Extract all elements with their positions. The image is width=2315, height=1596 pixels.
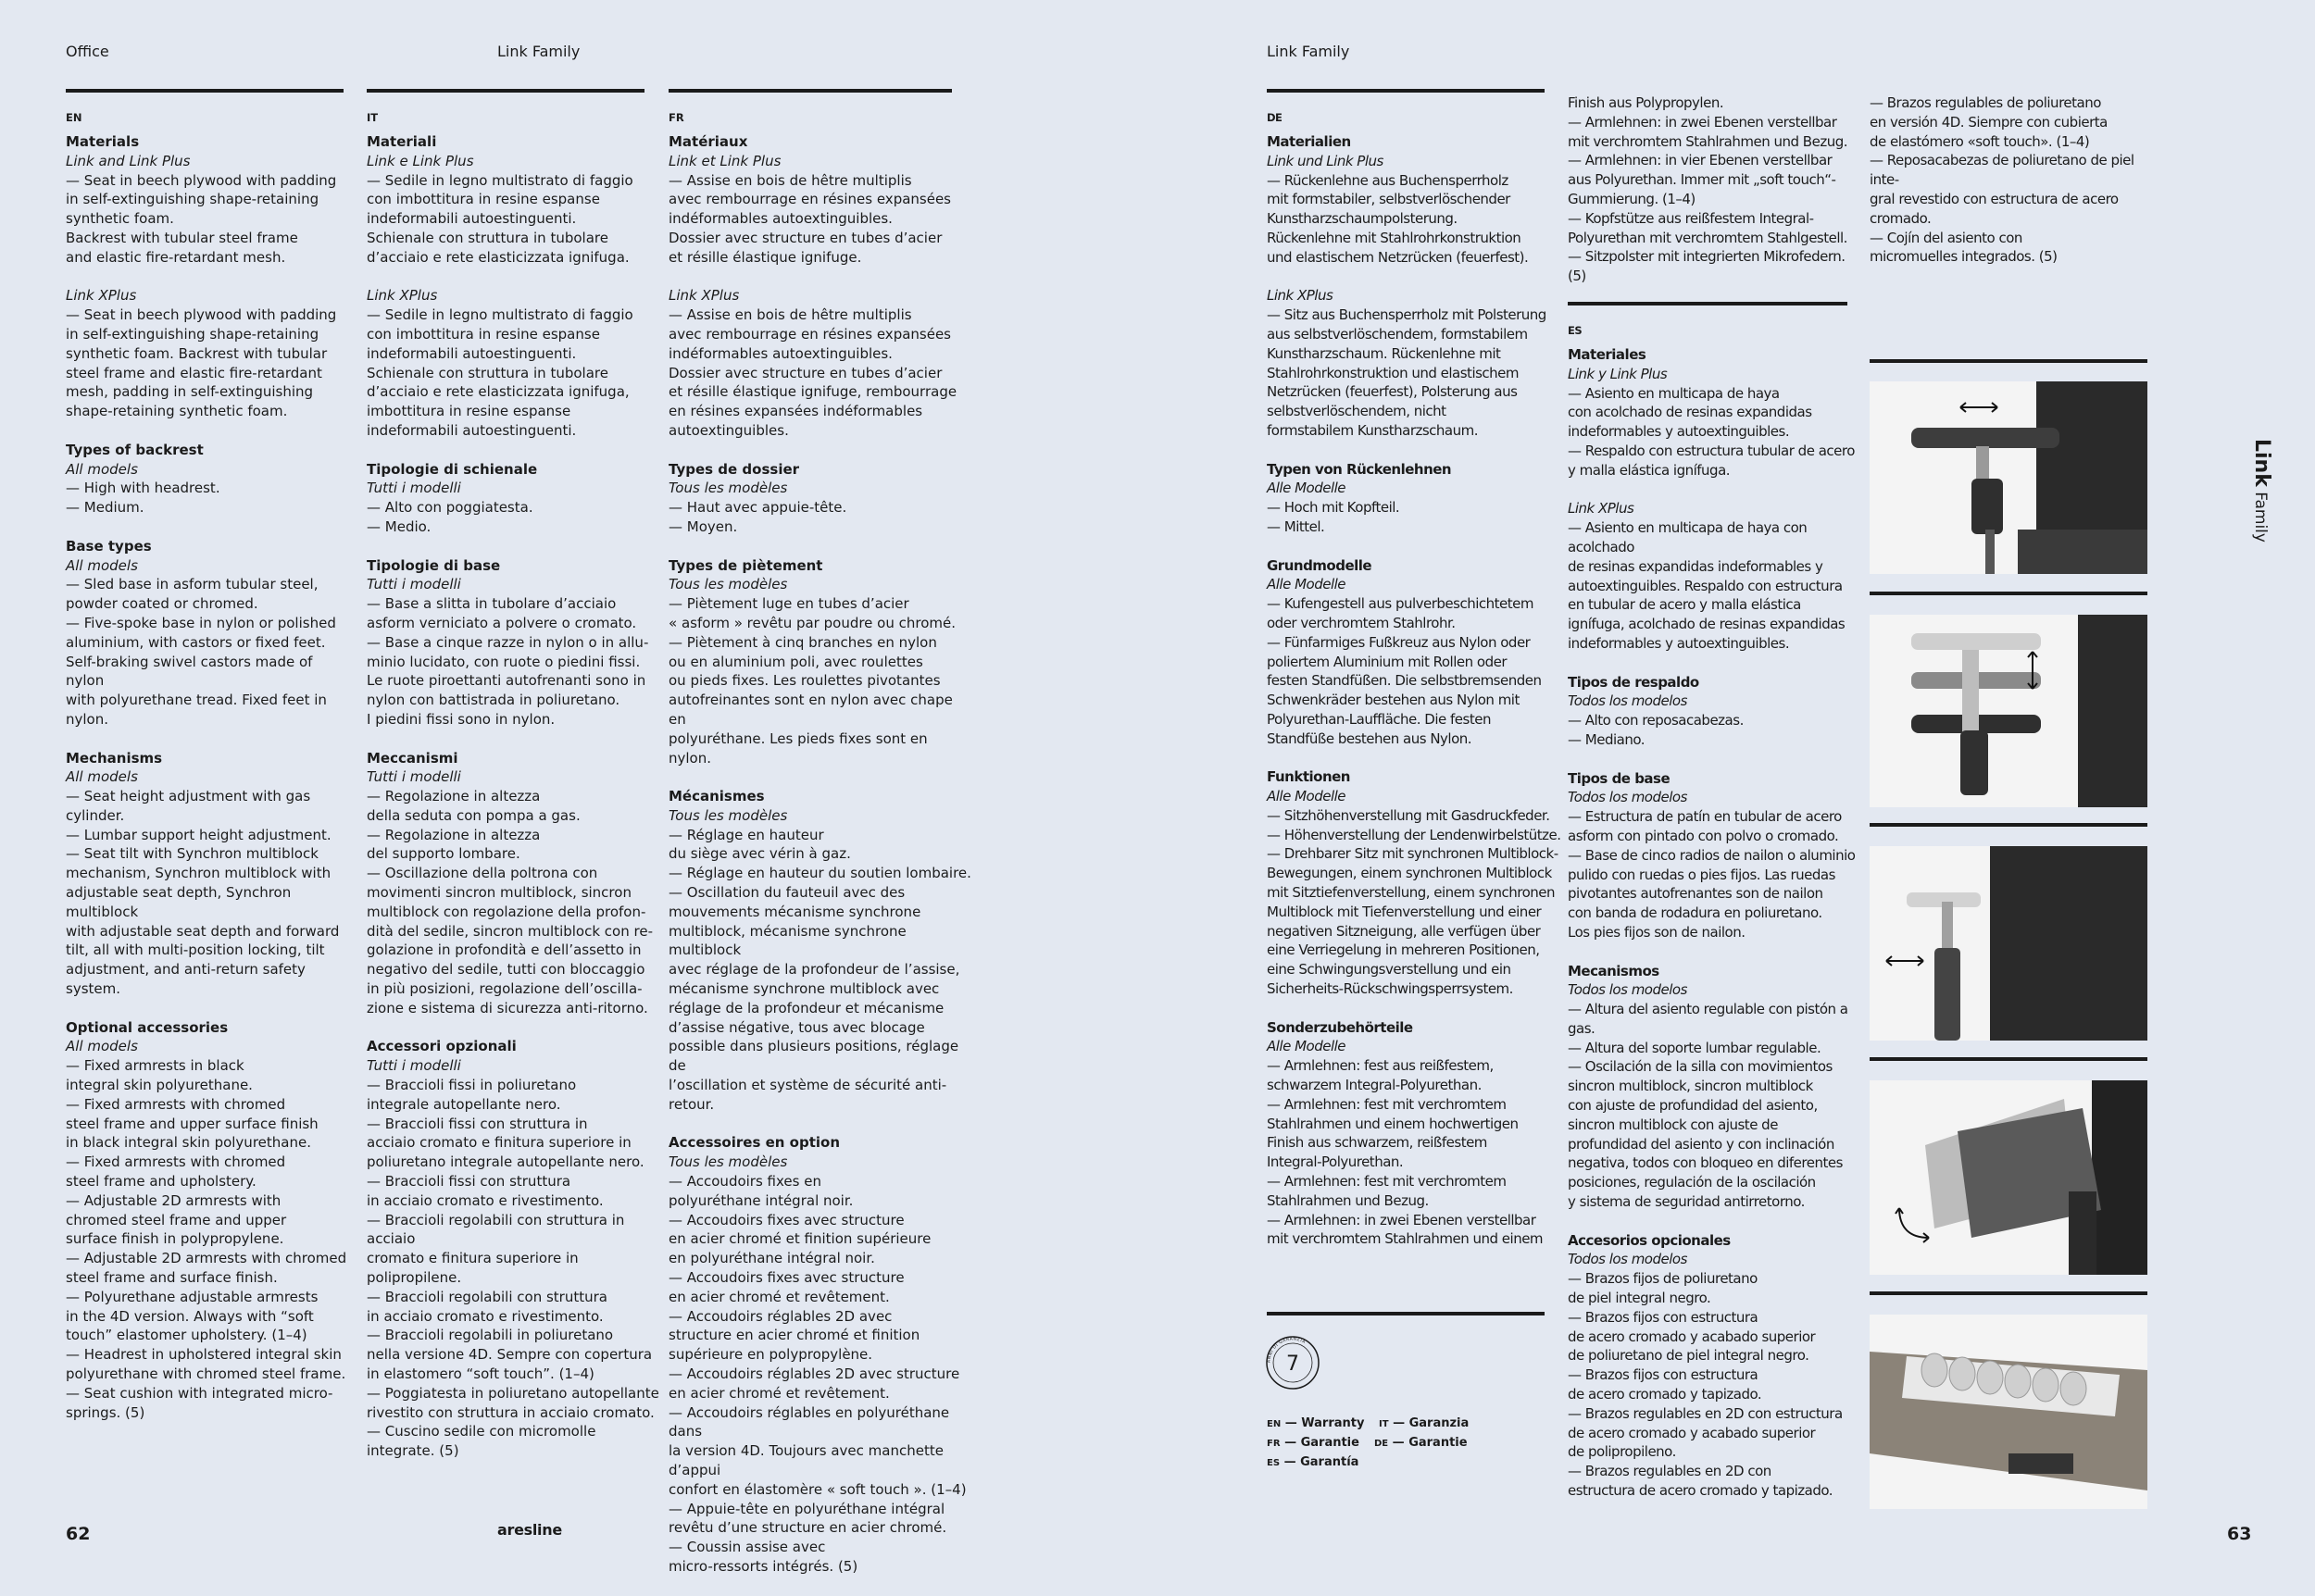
section-text: — Piètement luge en tubes d’acier « asform » revêtu par poudre ou chromé. — Piètement à cinq branches en nylon ou en aluminium poli, avec roulettes ou pieds fixes. Les roulettes pivotantes autofreinantes sont en nylon avec chape en polyuréthane. Les pieds fixes sont en nylon.: [669, 595, 957, 767]
photo-armrest-height: [1870, 615, 2147, 807]
warranty-it: IT — Garanzia: [1379, 1416, 1470, 1430]
spec-section: [66, 132, 353, 268]
section-subheading: Alle Modelle: [1267, 480, 1346, 497]
section-text: — Seat height adjustment with gas cylinder. — Lumbar support height adjustment. — Seat tilt with Synchron multiblock mechanism, Synchron multiblock with adjustable seat depth, Synchron multiblock with adjustable seat depth and forward tilt, all with multi-position locking, tilt adjustment, and anti-return safety system.: [66, 788, 340, 998]
rotate-arrow-icon: [1894, 1203, 1934, 1243]
spec-section: [669, 132, 974, 268]
warranty-rule: [1267, 1312, 1545, 1315]
section-subheading: Link XPlus: [367, 287, 438, 305]
warranty-de: DE — Garantie: [1374, 1436, 1468, 1450]
spec-section: [669, 460, 974, 537]
section-text: — Kufengestell aus pulverbeschichtetem oder verchromtem Stahlrohr. — Fünfarmiges Fußkreuz aus Nylon oder poliertem Aluminium mit Rollen oder festen Standfüßen. Die selbstbremsenden Schwenkräder bestehen aus Nylon mit Polyurethan-Lauffläche. Die festen Standfüße bestehen aus Nylon.: [1267, 595, 1542, 747]
language-code: DE: [1267, 111, 1283, 124]
section-heading: Typen von Rückenlehnen: [1267, 460, 1452, 478]
section-subheading: Link XPlus: [66, 287, 137, 305]
spec-section: [66, 286, 353, 421]
section-text: — Asiento en multicapa de haya con acolchado de resinas expandidas indeformables y autoextinguibles. — Respaldo con estructura tubular de acero y malla elástica ignífuga.: [1568, 384, 1855, 479]
spec-section: [1568, 499, 1864, 653]
section-text: — Assise en bois de hêtre multiplis avec rembourrage en résines expansées indéformables autoextinguibles. Dossier avec structure en tubes d’acier et résille élastique ignifuge.: [669, 171, 951, 266]
side-title: Link Family: [2250, 439, 2273, 542]
section-text: — Armlehnen: fest aus reißfestem, schwarzem Integral-Polyurethan. — Armlehnen: fest mit verchromtem Stahlrahmen und einem hochwertigen Finish aus schwarzem, reißfestem Integral-Polyurethan. — Armlehnen: fest mit verchromtem Stahlrahmen und Bezug. — Armlehnen: in zwei Ebenen verstellbar mit verchromtem Stahlrahmen und einem: [1267, 1057, 1544, 1248]
photo-rule: [1870, 1291, 2147, 1295]
section-subheading: Tutti i modelli: [367, 480, 461, 497]
spec-section: [367, 556, 663, 729]
text-block: Finish aus Polypropylen. — Armlehnen: in zwei Ebenen verstellbar mit verchromtem Stahlrahmen und Bezug. — Armlehnen: in vier Ebenen verstellbar aus Polyurethan. Immer mit „soft touch“- Gummierung. (1–4) — Kopfstütze aus reißfestem Integral- Polyurethan mit verchromtem Stahlgestell. — Sitzpolster mit integrierten Mikrofedern. (5): [1568, 94, 1847, 285]
column-rule: [1568, 302, 1847, 305]
section-text: — Haut avec appuie-tête. — Moyen.: [669, 499, 847, 535]
section-subheading: Tutti i modelli: [367, 768, 461, 786]
family-title-left: Link Family: [497, 43, 581, 60]
svg-text:ANNI DI GARANZIA: ANNI DI GARANZIA: [1267, 1337, 1307, 1364]
spec-section: [367, 749, 663, 1018]
section-text: — Fixed armrests in black integral skin polyurethane. — Fixed armrests with chromed steel frame and upper surface finish in black integral skin polyurethane. — Fixed armrests with chromed steel frame and upholstery. — Adjustable 2D armrests with chromed steel frame and upper surface finish in polypropylene. — Adjustable 2D armrests with chromed steel frame and surface finish. — Polyurethane adjustable armrests in the 4D version. Always with “soft touch” elastomer upholstery. (1–4) — Headrest in upholstered integral skin polyurethane with chromed steel frame. — Seat cushion with integrated micro- springs. (5): [66, 1057, 347, 1421]
section-subheading: Alle Modelle: [1267, 576, 1346, 593]
section-text: — Hoch mit Kopfteil. — Mittel.: [1267, 499, 1400, 535]
section-subheading: Link und Link Plus: [1267, 152, 1383, 169]
column-rule: [669, 89, 952, 93]
warranty-badge: [1265, 1335, 1320, 1390]
spec-section: [669, 286, 974, 440]
column-rule: [66, 89, 344, 93]
photo-rule: [1870, 359, 2147, 363]
section-text: — Estructura de patín en tubular de acero asform con pintado con polvo o cromado. — Base de cinco radios de nailon o aluminio pulido con ruedas o pies fijos. Las ruedas pivotantes autofrenantes son de nailon con banda de rodadura en poliuretano. Los pies fijos son de nailon.: [1568, 808, 1856, 941]
section-heading: Tipos de respaldo: [1568, 673, 1699, 691]
language-code: EN: [66, 111, 82, 124]
section-text: — Seat in beech plywood with padding in self-extinguishing shape-retaining synthetic foam. Backrest with tubular steel frame and elastic fire-retardant mesh, padding in self-extinguishing shape-retaining synthetic foam.: [66, 306, 337, 420]
section-heading: Accessori opzionali: [367, 1038, 517, 1055]
section-subheading: Tutti i modelli: [367, 1057, 461, 1075]
section-label: Office: [66, 43, 109, 60]
column-de: [1267, 111, 1563, 1268]
section-heading: Sonderzubehörteile: [1267, 1018, 1413, 1036]
section-text: — Sedile in legno multistrato di faggio con imbottitura in resine espanse indeformabili autoestinguenti. Schienale con struttura in tubolare d’acciaio e rete elasticizzata ignifuga.: [367, 171, 633, 266]
section-heading: Mechanisms: [66, 749, 163, 767]
section-heading: Types de dossier: [669, 460, 800, 478]
section-heading: Funktionen: [1267, 768, 1350, 786]
section-heading: Meccanismi: [367, 749, 458, 767]
section-heading: Materials: [66, 133, 140, 150]
section-heading: Accessoires en option: [669, 1134, 841, 1152]
spec-section: [1568, 673, 1864, 750]
section-text: — Braccioli fissi in poliuretano integrale autopellante nero. — Braccioli fissi con struttura in acciaio cromato e finitura superiore in poliuretano integrale autopellante nero. — Braccioli fissi con struttura in acciaio cromato e rivestimento. — Braccioli regolabili con struttura in acciaio cromato e finitura superiore in polipropilene. — Braccioli regolabili con struttura in acciaio cromato e rivestimento. — Braccioli regolabili in poliuretano nella versione 4D. Sempre con copertura in elastomero “soft touch”. (1–4) — Poggiatesta in poliuretano autopellante rivestito con struttura in acciaio cromato. — Cuscino sedile con micromolle integrate. (5): [367, 1077, 659, 1460]
page-number-left: 62: [66, 1524, 91, 1544]
section-text: — Alto con reposacabezas. — Mediano.: [1568, 712, 1744, 748]
section-heading: Matériaux: [669, 133, 748, 150]
language-code: FR: [669, 111, 684, 124]
section-subheading: Tutti i modelli: [367, 576, 461, 593]
section-subheading: Link and Link Plus: [66, 152, 191, 169]
spec-section: [1267, 460, 1563, 537]
section-text: — Accoudoirs fixes en polyuréthane intégral noir. — Accoudoirs fixes avec structure en acier chromé et finition supérieure en polyuréthane intégral noir. — Accoudoirs fixes avec structure en acier chromé et revêtement. — Accoudoirs réglables 2D avec structure en acier chromé et finition supérieure en polypropylène. — Accoudoirs réglables 2D avec structure en acier chromé et revêtement. — Accoudoirs réglables en polyuréthane dans la version 4D. Toujours avec manchette d’appui confort en élastomère « soft touch ». (1–4) — Appuie-tête en polyuréthane intégral revêtu d’une structure en acier chromé. — Coussin assise avec micro-ressorts intégrés. (5): [669, 1173, 967, 1575]
column-es: [1568, 324, 1864, 1520]
section-heading: Materiali: [367, 133, 437, 150]
section-heading: Optional accessories: [66, 1018, 229, 1036]
section-subheading: All models: [66, 1038, 138, 1055]
column-de-continued: [1568, 94, 1864, 286]
column-es-continued: [1870, 94, 2166, 267]
vertical-arrow-icon: [2025, 650, 2040, 691]
section-heading: Tipologie di base: [367, 556, 501, 574]
page-number-right: 63: [2227, 1524, 2252, 1544]
section-text: — Asiento en multicapa de haya con acolchado de resinas expandidas indeformables y autoextinguibles. Respaldo con estructura en tubular de acero y malla elástica ignífuga, acolchado de resinas expandidas indeformables y autoextinguibles.: [1568, 519, 1846, 652]
section-heading: Tipologie di schienale: [367, 460, 538, 478]
brand-logo: aresline: [497, 1521, 562, 1539]
section-subheading: Todos los modelos: [1568, 981, 1687, 999]
section-subheading: Alle Modelle: [1267, 1038, 1346, 1055]
svg-text:7: 7: [1286, 1353, 1299, 1376]
spec-section: [1568, 962, 1864, 1212]
section-subheading: Link et Link Plus: [669, 152, 782, 169]
section-subheading: All models: [66, 460, 138, 478]
section-text: — Sedile in legno multistrato di faggio con imbottitura in resine espanse indeformabili autoestinguenti. Schienale con struttura in tubolare d’acciaio e rete elasticizzata ignifuga, imbottitura in resine espanse indeformabili autoestinguenti.: [367, 306, 633, 439]
column-rule: [1267, 89, 1545, 93]
section-text: — Sitzhöhenverstellung mit Gasdruckfeder. — Höhenverstellung der Lendenwirbelstütze. — Drehbarer Sitz mit synchronen Multiblock- Bewegungen, einem synchronen Multiblock mit Sitztiefenverstellung, einem synchronen Multiblock mit Tiefenverstellung und einer negativen Sitzneigung, alle verfügen über eine Verriegelung in mehreren Positionen, eine Schwingungsverstellung und ein Sicherheits-Rückschwingsperrsystem.: [1267, 806, 1561, 998]
spec-section: [669, 787, 974, 1115]
spec-section: [367, 1037, 663, 1461]
spec-section: [1267, 1018, 1563, 1250]
spec-section: [669, 1133, 974, 1576]
warranty-en: EN — Warranty: [1267, 1416, 1365, 1430]
section-heading: Grundmodelle: [1267, 556, 1372, 574]
photo-armrest-rotate: [1870, 1080, 2147, 1275]
section-subheading: All models: [66, 768, 138, 786]
section-subheading: Link e Link Plus: [367, 152, 474, 169]
photo-seat-springs: [1870, 1315, 2147, 1509]
horizontal-arrow-icon: [1958, 400, 1999, 415]
section-subheading: Link y Link Plus: [1568, 365, 1668, 382]
spec-section: [66, 537, 353, 729]
section-heading: Types de piètement: [669, 556, 823, 574]
section-subheading: Todos los modelos: [1568, 1251, 1687, 1268]
warranty-es: ES — Garantía: [1267, 1455, 1359, 1469]
spec-section: [1267, 132, 1563, 268]
section-subheading: Tous les modèles: [669, 576, 788, 593]
family-title-right: Link Family: [1267, 43, 1350, 60]
section-text: — Sled base in asform tubular steel, powder coated or chromed. — Five-spoke base in nylon or polished aluminium, with castors or fixed feet. Self-braking swivel castors made of nylon with polyurethane tread. Fixed feet in nylon.: [66, 576, 336, 728]
section-subheading: Tous les modèles: [669, 806, 788, 824]
spec-section: [1568, 769, 1864, 942]
section-subheading: Tous les modèles: [669, 1153, 788, 1171]
spec-section: [66, 749, 353, 999]
photo-rule: [1870, 823, 2147, 827]
section-subheading: Alle Modelle: [1267, 788, 1346, 805]
section-text: — Sitz aus Buchensperrholz mit Polsterung aus selbstverlöschendem, formstabilem Kunstharzschaum. Rückenlehne mit Stahlrohrkonstruktion und elastischem Netzrücken (feuerfest), Polsterung aus selbstverlöschendem, nicht formstabilem Kunstharzschaum.: [1267, 306, 1546, 439]
section-subheading: Todos los modelos: [1568, 692, 1687, 710]
spec-section: [367, 286, 663, 440]
section-text: — Alto con poggiatesta. — Medio.: [367, 499, 533, 535]
horizontal-arrow-icon: [1884, 954, 1925, 968]
spec-section: [367, 132, 663, 268]
section-text: — Base a slitta in tubolare d’acciaio asform verniciato a polvere o cromato. — Base a cinque razze in nylon o in allu- minio lucidato, con ruote o piedini fissi. Le ruote piroettanti autofrenanti sono in nylon con battistrada in poliuretano. I piedini fissi sono in nylon.: [367, 595, 649, 728]
section-text: — High with headrest. — Medium.: [66, 480, 220, 517]
photo-rule: [1870, 592, 2147, 595]
section-subheading: Link XPlus: [1267, 287, 1333, 305]
spec-section: [1267, 556, 1563, 749]
section-heading: Materialien: [1267, 133, 1351, 150]
section-text: — Seat in beech plywood with padding in self-extinguishing shape-retaining synthetic foam. Backrest with tubular steel frame and elastic fire-retardant mesh.: [66, 171, 337, 266]
section-heading: Mécanismes: [669, 788, 765, 805]
spec-section: [1267, 767, 1563, 999]
column-rule: [367, 89, 644, 93]
section-text: — Réglage en hauteur du siège avec vérin à gaz. — Réglage en hauteur du soutien lombaire. — Oscillation du fauteuil avec des mouvements mécanisme synchrone multiblock, mécanisme synchrone multiblock avec réglage de la profondeur de l’assise, mécanisme synchrone multiblock avec réglage de la profondeur et mécanisme d’assise négative, tous avec blocage possible dans plusieurs positions, réglage de l’oscillation et système de sécurité anti-retour.: [669, 826, 971, 1113]
section-subheading: Tous les modèles: [669, 480, 788, 497]
section-heading: Base types: [66, 537, 152, 555]
text-block: — Brazos regulables de poliuretano en versión 4D. Siempre con cubierta de elastómero «soft touch». (1–4) — Reposacabezas de poliuretano de piel inte- gral revestido con estructura de acero cromado. — Cojín del asiento con micromuelles integrados. (5): [1870, 94, 2134, 266]
section-subheading: All models: [66, 556, 138, 574]
spec-section: [367, 460, 663, 537]
section-text: — Rückenlehne aus Buchensperrholz mit formstabiler, selbstverlöschender Kunstharzschaumpolsterung. Rückenlehne mit Stahlrohrkonstruktion und elastischem Netzrücken (feuerfest).: [1267, 171, 1529, 266]
spec-section: [669, 556, 974, 768]
section-text: — Brazos fijos de poliuretano de piel integral negro. — Brazos fijos con estructura de acero cromado y acabado superior de poliuretano de piel integral negro. — Brazos fijos con estructura de acero cromado y tapizado. — Brazos regulables en 2D con estructura de acero cromado y acabado superior de polipropileno. — Brazos regulables en 2D con estructura de acero cromado y tapizado.: [1568, 1270, 1843, 1500]
section-subheading: Todos los modelos: [1568, 789, 1687, 806]
column-it: [367, 111, 663, 1480]
column-en: [66, 111, 353, 1441]
photo-armrest-slide: [1870, 381, 2147, 574]
photo-armrest-depth: [1870, 846, 2147, 1041]
warranty-fr: FR — Garantie: [1267, 1436, 1359, 1450]
spec-section: [1568, 1231, 1864, 1501]
section-heading: Materiales: [1568, 346, 1646, 363]
section-heading: Accesorios opcionales: [1568, 1231, 1731, 1249]
section-subheading: Link XPlus: [669, 287, 740, 305]
language-code: ES: [1568, 324, 1583, 337]
section-text: — Assise en bois de hêtre multiplis avec rembourrage en résines expansées indéformables autoextinguibles. Dossier avec structure en tubes d’acier et résille élastique ignifuge, rembourrage en résines expansées indéformables autoextinguibles.: [669, 306, 957, 439]
section-heading: Mecanismos: [1568, 962, 1659, 979]
spec-section: [66, 441, 353, 517]
spec-section: [1267, 286, 1563, 440]
section-text: — Altura del asiento regulable con pistón a gas. — Altura del soporte lumbar regulable. — Oscilación de la silla con movimientos sincron multiblock, sincron multiblock con ajuste de profundidad del asiento, sincron multiblock con ajuste de profundidad del asiento y con inclinación negativa, todos con bloqueo en diferentes posiciones, regulación de la oscilación y sistema de seguridad antirretorno.: [1568, 1001, 1848, 1211]
photo-rule: [1870, 1057, 2147, 1061]
section-heading: Types of backrest: [66, 441, 204, 458]
section-heading: Tipos de base: [1568, 769, 1671, 787]
language-code: IT: [367, 111, 379, 124]
spec-section: [1568, 345, 1864, 480]
section-text: — Regolazione in altezza della seduta con pompa a gas. — Regolazione in altezza del supporto lombare. — Oscillazione della poltrona con movimenti sincron multiblock, sincron multiblock con regolazione della profon- dità del sedile, sincron multiblock con re- golazione in profondità e dell’assetto in negativo del sedile, tutti con bloccaggio in più posizioni, regolazione dell’oscilla- zione e sistema di sicurezza anti-ritorno.: [367, 788, 653, 1016]
spec-section: [66, 1018, 353, 1423]
column-fr: [669, 111, 974, 1596]
section-subheading: Link XPlus: [1568, 500, 1634, 517]
